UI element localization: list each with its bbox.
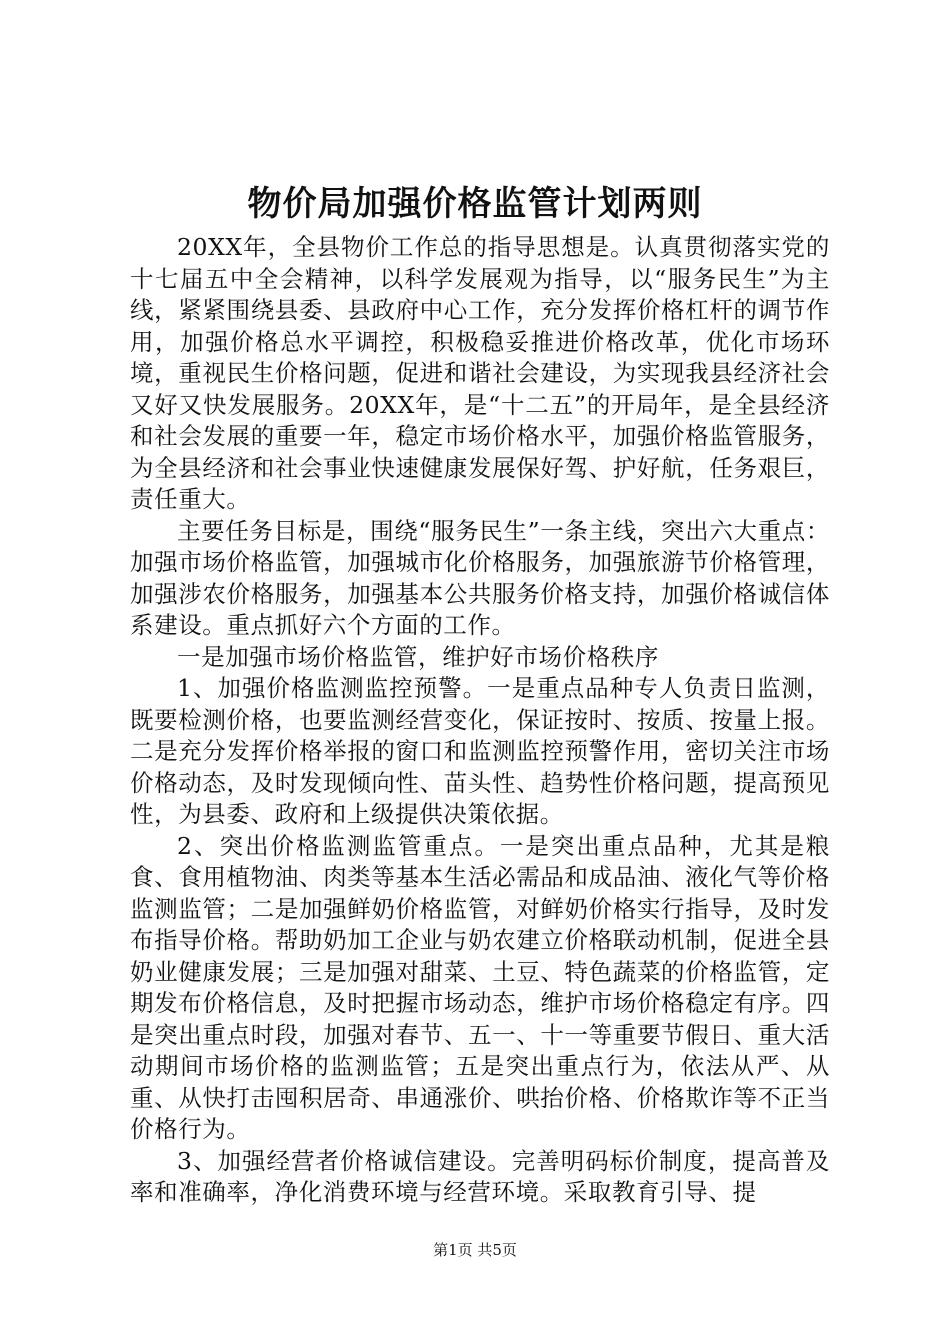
page-footer: 第1页 共5页 — [433, 1241, 517, 1259]
document-title: 物价局加强价格监管计划两则 — [247, 184, 703, 224]
paragraph-item-2: 2、突出价格监测监管重点。一是突出重点品种，尤其是粮食、食用植物油、肉类等基本生活必需品和成品油、液化气等价格监测监管；二是加强鲜奶价格监管，对鲜奶价格实行指导，及时发布指导价格。帮助奶加工企业与奶农建立价格联动机制，促进全县奶业健康发展；三是加强对甜菜、土豆、特色蔬菜的价格监管，定期发布价格信息，及时把握市场动态，维护市场价格稳定有序。四是突出重点时段，加强对春节、五一、十一等重要节假日、重大活动期间市场价格的监测监管；五是突出重点行为，依法从严、从重、从快打击囤积居奇、串通涨价、哄抬价格、价格欺诈等不正当价格行为。 — [130, 831, 830, 1143]
paragraph-item-3: 3、加强经营者价格诚信建设。完善明码标价制度，提高普及率和准确率，净化消费环境与经营环境。采取教育引导、提 — [130, 1146, 830, 1206]
paragraph-item-1: 1、加强价格监测监控预警。一是重点品种专人负责日监测，既要检测价格，也要监测经营变化，保证按时、按质、按量上报。二是充分发挥价格举报的窗口和监测监控预警作用，密切关注市场价格动态，及时发现倾向性、苗头性、趋势性价格问题，提高预见性，为县委、政府和上级提供决策依据。 — [130, 674, 830, 828]
paragraph-main-tasks: 主要任务目标是，围绕“服务民生”一条主线，突出六大重点：加强市场价格监管，加强城市化价格服务，加强旅游节价格管理，加强涉农价格服务，加强基本公共服务价格支持，加强价格诚信体系建设。重点抓好六个方面的工作。 — [130, 516, 830, 639]
paragraph-guiding-ideology: 20XX年，全县物价工作总的指导思想是。认真贯彻落实党的十七届五中全会精神，以科学发展观为指导，以“服务民生”为主线，紧紧围绕县委、县政府中心工作，充分发挥价格杠杆的调节作用，加强价格总水平调控，积极稳妥推进价格改革，优化市场环境，重视民生价格问题，促进和谐社会建设，为实现我县经济社会又好又快发展服务。20XX年，是“十二五”的开局年，是全县经济和社会发展的重要一年，稳定市场价格水平，加强价格监管服务，为全县经济和社会事业快速健康发展保好驾、护好航，任务艰巨，责任重大。 — [130, 233, 830, 513]
section-heading-market-supervision: 一是加强市场价格监管，维护好市场价格秩序 — [177, 642, 659, 671]
document-body — [130, 232, 830, 1209]
